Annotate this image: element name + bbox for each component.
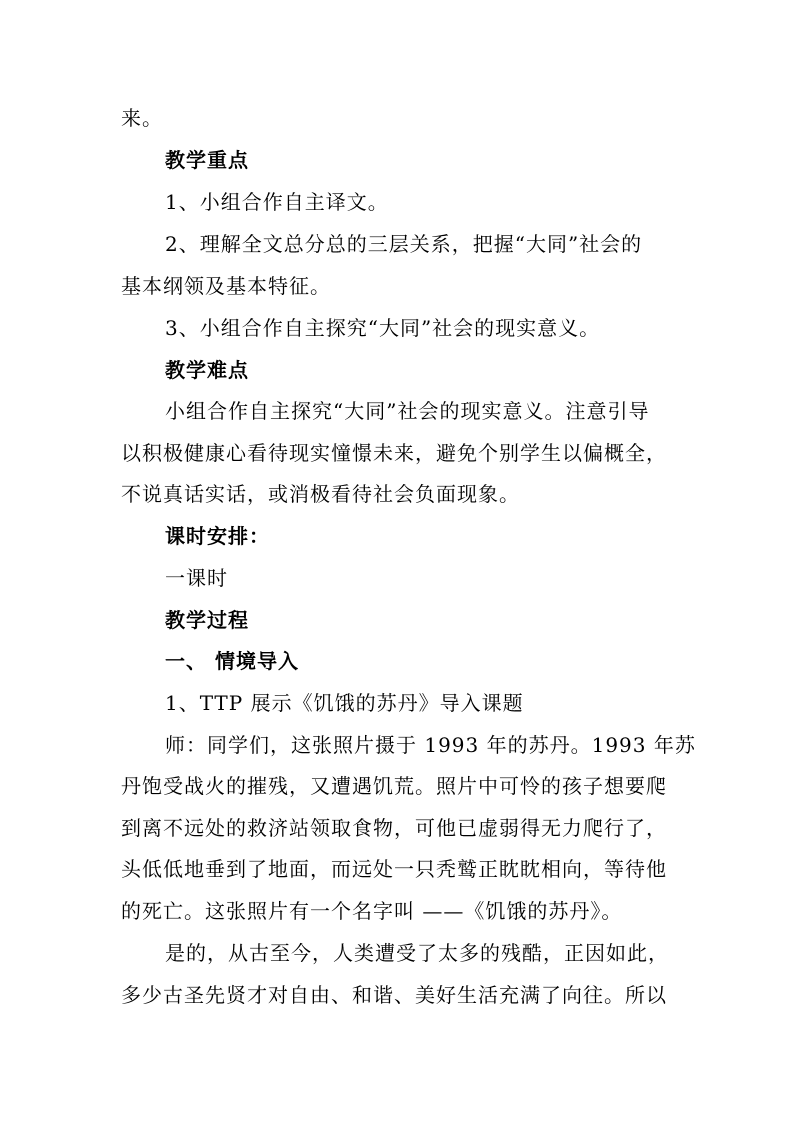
section-heading-key-points: 教学重点 — [165, 148, 249, 172]
paragraph-line: 多少古圣先贤才对自由、和谐、美好生活充满了向往。所以 — [121, 983, 667, 1007]
paragraph-line: 是的，从古至今，人类遭受了太多的残酷，正因如此， — [165, 941, 669, 965]
paragraph-line: 基本纲领及基本特征。 — [121, 274, 331, 298]
paragraph-line: 丹饱受战火的摧残，又遭遇饥荒。照片中可怜的孩子想要爬 — [121, 774, 667, 798]
subsection-heading: 一、 情境导入 — [165, 649, 299, 673]
paragraph-line: 以积极健康心看待现实憧憬未来，避免个别学生以偏概全， — [121, 441, 667, 465]
paragraph-line: 师：同学们，这张照片摄于 1993 年的苏丹。1993 年苏 — [165, 733, 696, 757]
list-item: 3、小组合作自主探究“大同”社会的现实意义。 — [165, 316, 601, 340]
paragraph-line: 的死亡。这张照片有一个名字叫 ——《饥饿的苏丹》。 — [121, 899, 623, 923]
paragraph-line: 小组合作自主探究“大同”社会的现实意义。注意引导 — [165, 399, 650, 423]
list-item: 2、理解全文总分总的三层关系，把握“大同”社会的 — [165, 232, 643, 256]
paragraph-line: 一课时 — [165, 566, 228, 590]
section-heading-process: 教学过程 — [165, 608, 249, 632]
list-item: 1、TTP 展示《饥饿的苏丹》导入课题 — [165, 691, 524, 715]
paragraph-line: 不说真话实话，或消极看待社会负面现象。 — [121, 482, 520, 506]
paragraph-line: 到离不远处的救济站领取食物，可他已虚弱得无力爬行了， — [121, 816, 667, 840]
paragraph-line: 头低低地垂到了地面，而远处一只秃鹫正眈眈相向，等待他 — [121, 857, 667, 881]
paragraph-line: 来。 — [121, 106, 163, 130]
section-heading-difficulties: 教学难点 — [165, 358, 249, 382]
list-item: 1、小组合作自主译文。 — [165, 190, 389, 214]
section-heading-schedule: 课时安排： — [165, 524, 270, 548]
